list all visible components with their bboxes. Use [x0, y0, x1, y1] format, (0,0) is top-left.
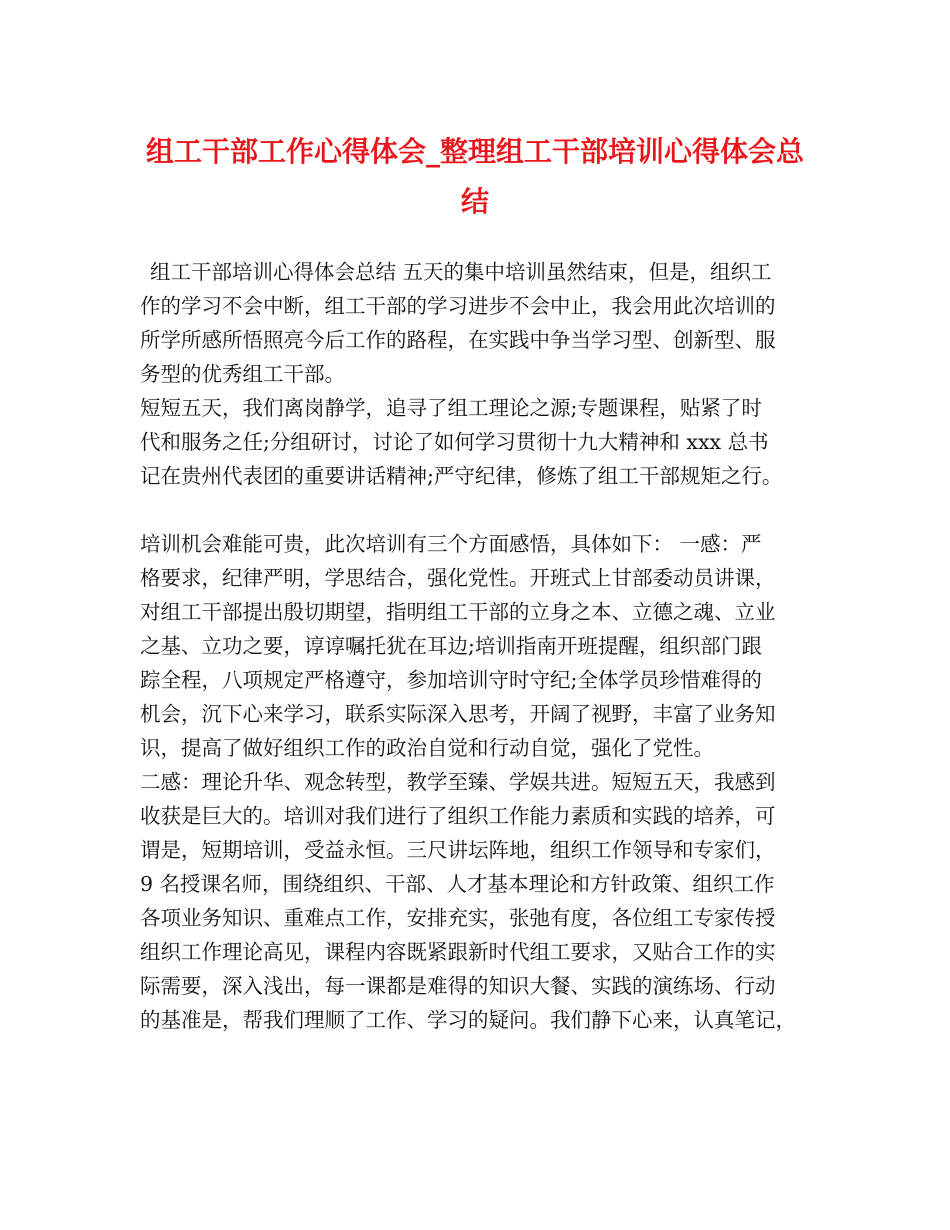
text-line: 组织工作理论高见，课程内容既紧跟新时代组工要求，又贴合工作的实 [140, 940, 776, 964]
text-line: 所学所感所悟照亮今后工作的路程，在实践中争当学习型、创新型、服 [140, 328, 776, 352]
text-line: 对组工干部提出殷切期望，指明组工干部的立身之本、立德之魂、立业 [140, 600, 776, 624]
title-line-1: 组工干部工作心得体会_整理组工干部培训心得体会总 [145, 135, 804, 168]
text-line: 二感：理论升华、观念转型，教学至臻、学娱共进。短短五天，我感到 [140, 770, 776, 794]
text-line: 记在贵州代表团的重要讲话精神;严守纪律，修炼了组工干部规矩之行。 [140, 464, 783, 488]
text-line: 各项业务知识、重难点工作，安排充实，张弛有度，各位组工专家传授 [140, 906, 776, 930]
text-line: 踪全程，八项规定严格遵守，参加培训守时守纪;全体学员珍惜难得的 [140, 668, 762, 692]
document-title [120, 127, 830, 227]
paragraph-second-insight [140, 765, 830, 1037]
document-body [140, 255, 830, 1037]
text-line: 格要求，纪律严明，学思结合，强化党性。开班式上甘部委动员讲课， [140, 566, 776, 590]
text-line: 收获是巨大的。培训对我们进行了组织工作能力素质和实践的培养，可 [140, 804, 776, 828]
paragraph-five-days [140, 391, 830, 493]
paragraph-gap [140, 493, 830, 527]
text-line: 识，提高了做好组织工作的政治自觉和行动自觉，强化了党性。 [140, 736, 714, 760]
text-line: 作的学习不会中断，组工干部的学习进步不会中止，我会用此次培训的 [140, 294, 776, 318]
text-line: 机会，沉下心来学习，联系实际深入思考，开阔了视野，丰富了业务知 [140, 702, 776, 726]
text-line: 之基、立功之要，谆谆嘱托犹在耳边;培训指南开班提醒，组织部门跟 [140, 634, 762, 658]
paragraph-first-insight [140, 527, 830, 765]
text-line: 培训机会难能可贵，此次培训有三个方面感悟，具体如下： 一感：严 [140, 532, 762, 556]
text-line: 9 名授课名师，围绕组织、干部、人才基本理论和方针政策、组织工作 [140, 872, 775, 896]
paragraph-intro [140, 255, 830, 391]
text-line: 组工干部培训心得体会总结 五天的集中培训虽然结束，但是，组织工 [150, 260, 772, 284]
title-line-2: 结 [460, 185, 489, 218]
text-line: 务型的优秀组工干部。 [140, 362, 345, 386]
text-line: 代和服务之任;分组研讨，讨论了如何学习贯彻十九大精神和 xxx 总书 [140, 430, 769, 454]
text-line: 的基准是，帮我们理顺了工作、学习的疑问。我们静下心来，认真笔记， [140, 1008, 796, 1032]
text-line: 短短五天，我们离岗静学，追寻了组工理论之源;专题课程，贴紧了时 [140, 396, 762, 420]
text-line: 际需要，深入浅出，每一课都是难得的知识大餐、实践的演练场、行动 [140, 974, 776, 998]
text-line: 谓是，短期培训，受益永恒。三尺讲坛阵地，组织工作领导和专家们， [140, 838, 776, 862]
